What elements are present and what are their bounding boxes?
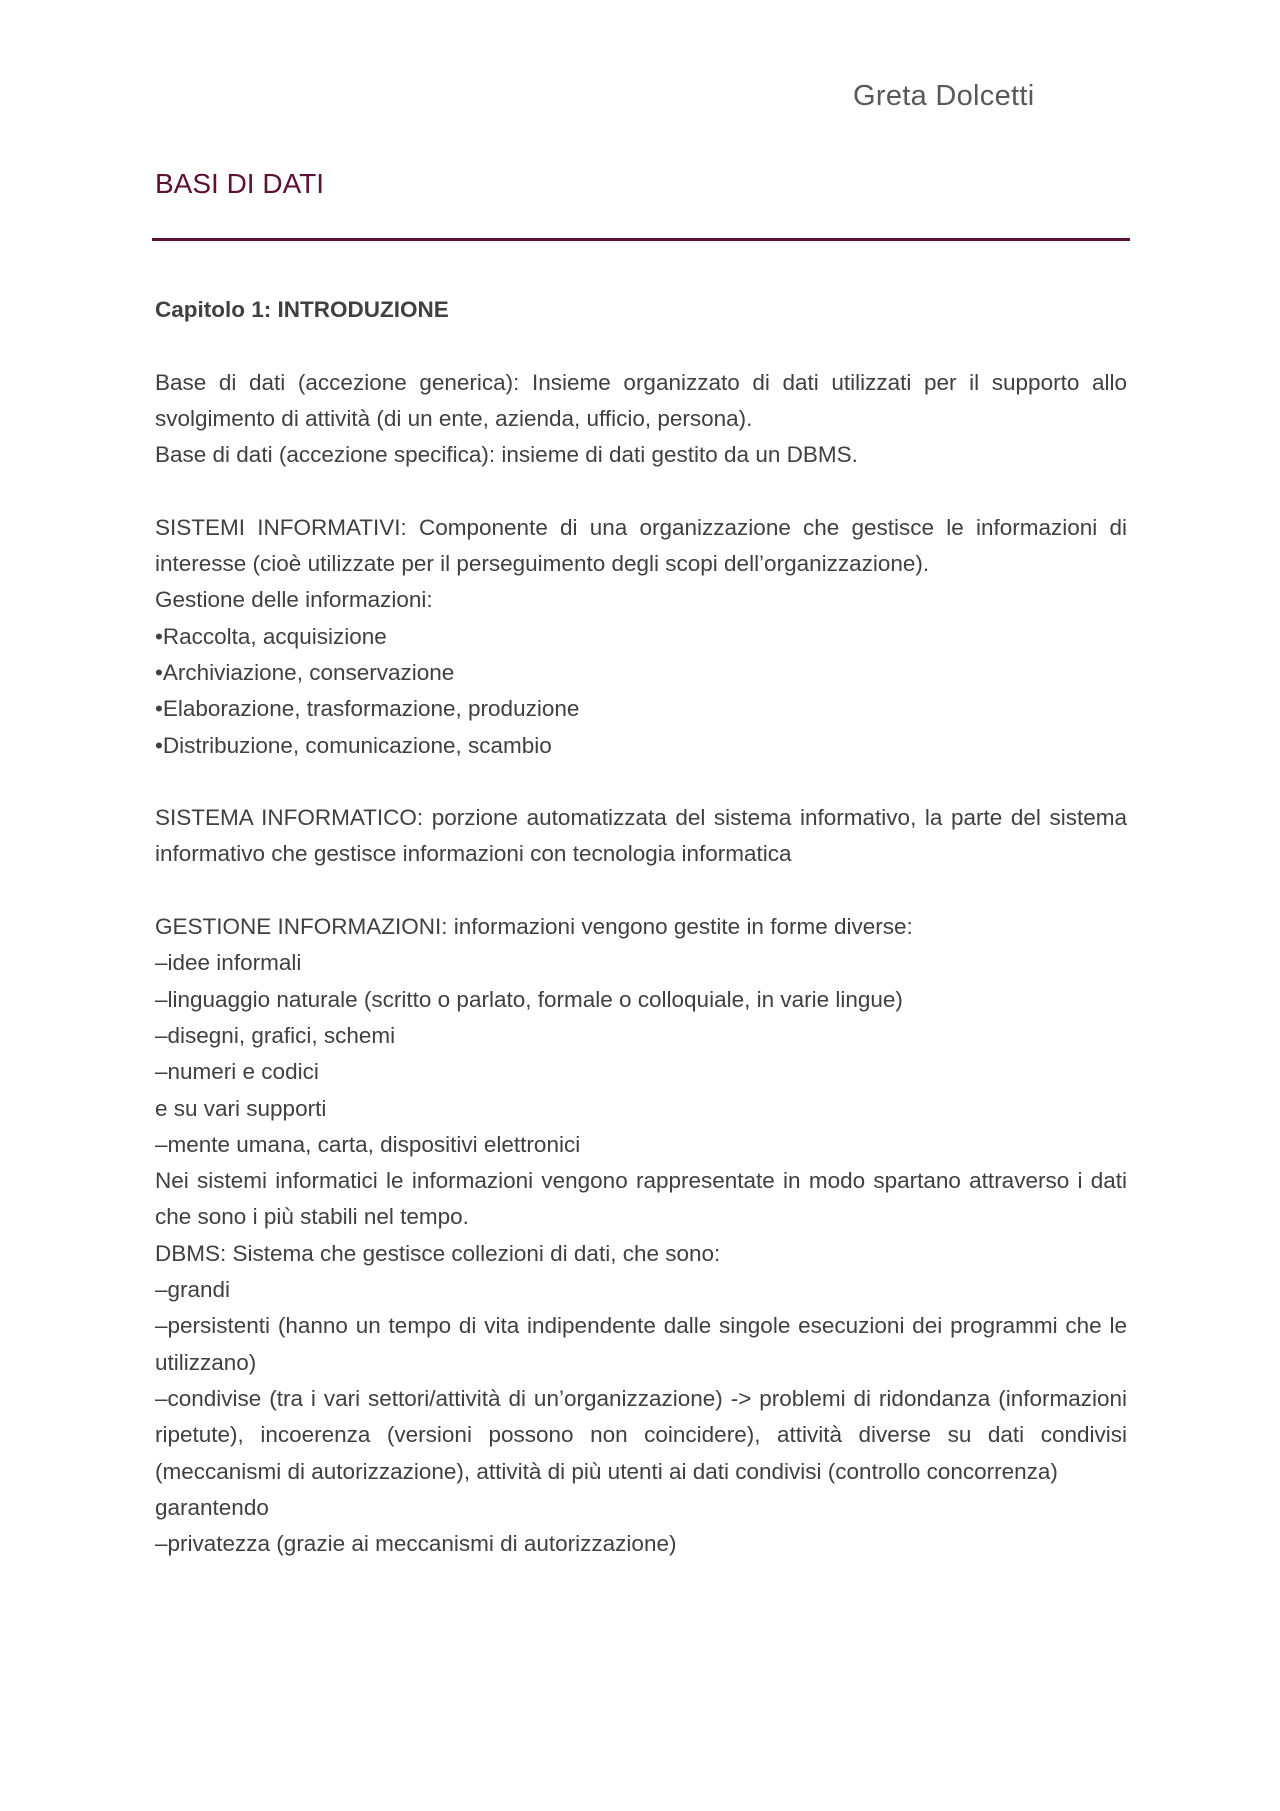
paragraph-dbms: DBMS: Sistema che gestisce collezioni di dati, che sono:	[155, 1240, 721, 1266]
list-item: –grandi	[155, 1277, 231, 1303]
list-item: •Distribuzione, comunicazione, scambio	[155, 732, 552, 758]
list-item: •Elaborazione, trasformazione, produzione	[155, 696, 580, 722]
spacer	[155, 764, 1127, 800]
list-item: –privatezza (grazie ai meccanismi di autorizzazione)	[155, 1531, 677, 1557]
chapter-heading: Capitolo 1: INTRODUZIONE	[155, 297, 449, 322]
spacer	[155, 873, 1127, 909]
document-body	[155, 292, 1127, 1562]
paragraph-gestione-label: Gestione delle informazioni:	[155, 587, 433, 613]
author-name: Greta Dolcetti	[853, 80, 1035, 112]
list-item: –disegni, grafici, schemi	[155, 1022, 396, 1048]
paragraph-garantendo: garantendo	[155, 1494, 269, 1520]
list-item: –idee informali	[155, 950, 302, 976]
list-item: •Raccolta, acquisizione	[155, 623, 387, 649]
paragraph-supporti: e su vari supporti	[155, 1095, 327, 1121]
spacer	[155, 328, 1127, 364]
paragraph-generic-definition: Base di dati (accezione generica): Insieme organizzato di dati utilizzati per il supporto allo svolgimento di attività (di un ente, azienda, ufficio, persona).	[155, 369, 1127, 431]
paragraph-specific-definition: Base di dati (accezione specifica): insieme di dati gestito da un DBMS.	[155, 442, 858, 468]
list-item: –mente umana, carta, dispositivi elettronici	[155, 1131, 581, 1157]
list-item: –condivise (tra i vari settori/attività di un’organizzazione) -> problemi di ridondanza (informazioni ripetute), incoerenza (versioni possono non coincidere), attività diverse su dati condivisi (meccanismi di autorizzazione), attività di più utenti ai dati condivisi (controllo concorrenza)	[155, 1385, 1127, 1484]
paragraph-sistema-informatico: SISTEMA INFORMATICO: porzione automatizzata del sistema informativo, la parte del sistema informativo che gestisce informazioni con tecnologia informatica	[155, 805, 1127, 867]
list-item: –numeri e codici	[155, 1059, 319, 1085]
title-divider	[152, 238, 1130, 241]
list-item: –persistenti (hanno un tempo di vita indipendente dalle singole esecuzioni dei programmi che le utilizzano)	[155, 1313, 1127, 1375]
paragraph-sistemi-informativi: SISTEMI INFORMATIVI: Componente di una organizzazione che gestisce le informazioni di interesse (cioè utilizzate per il perseguimento degli scopi dell’organizzazione).	[155, 514, 1127, 577]
paragraph-sistemi-informatici: Nei sistemi informatici le informazioni vengono rappresentate in modo spartano attraverso i dati che sono i più stabili nel tempo.	[155, 1168, 1127, 1230]
spacer	[155, 473, 1127, 509]
document-title: BASI DI DATI	[155, 168, 325, 199]
list-item: •Archiviazione, conservazione	[155, 659, 455, 685]
paragraph-gestione-informazioni: GESTIONE INFORMAZIONI: informazioni vengono gestite in forme diverse:	[155, 914, 913, 940]
list-item: –linguaggio naturale (scritto o parlato, formale o colloquiale, in varie lingue)	[155, 986, 903, 1012]
